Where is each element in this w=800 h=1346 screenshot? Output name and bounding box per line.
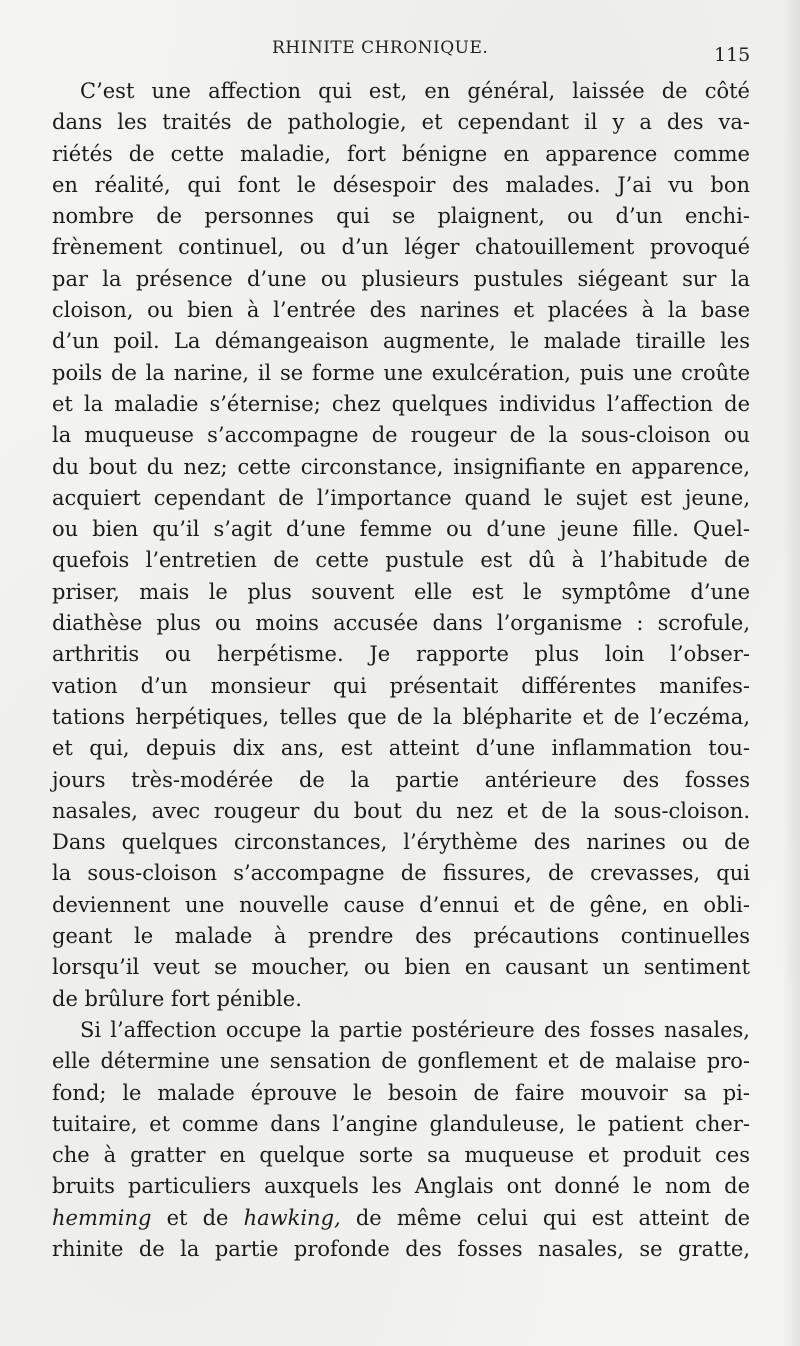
text-line: d’un poil. La démangeaison augmente, le malade tiraille les bbox=[52, 329, 750, 354]
text-line: Dans quelques circonstances, l’érythème des narines ou de bbox=[52, 830, 750, 855]
text-line: bruits particuliers auxquels les Anglais ont donné le nom de bbox=[52, 1174, 750, 1199]
page-number: 115 bbox=[714, 44, 751, 66]
text-line: la muqueuse s’accompagne de rougeur de la sous-cloison ou bbox=[52, 423, 750, 448]
text-line: frènement continuel, ou d’un léger chatouillement provoqué bbox=[52, 235, 750, 260]
text-line: C’est une affection qui est, en général, laissée de côté bbox=[80, 79, 750, 103]
text-line: diathèse plus ou moins accusée dans l’organisme : scrofule, bbox=[52, 611, 750, 636]
text-line: la sous-cloison s’accompagne de fissures, de crevasses, qui bbox=[52, 861, 750, 886]
text-line: deviennent une nouvelle cause d’ennui et de gêne, en obli- bbox=[52, 892, 750, 917]
text-line: dans les traités de pathologie, et cependant il y a des va- bbox=[52, 110, 750, 135]
text-line: et qui, depuis dix ans, est atteint d’une inflammation tou- bbox=[52, 736, 750, 761]
term-hemming: hemming bbox=[52, 1205, 152, 1230]
term-hawking: hawking, bbox=[243, 1205, 341, 1230]
text-line: de brûlure fort pénible. bbox=[52, 986, 302, 1011]
text-line: priser, mais le plus souvent elle est le symptôme d’une bbox=[52, 579, 750, 604]
running-head: RHINITE CHRONIQUE. bbox=[272, 38, 489, 58]
text-line: lorsqu’il veut se moucher, ou bien en causant un sentiment bbox=[52, 955, 750, 980]
text-line-38: rhinite de la partie profonde des fosses nasales, se gratte, bbox=[52, 1236, 750, 1261]
text-line: en réalité, qui font le désespoir des malades. J’ai vu bon bbox=[52, 172, 750, 197]
text-line: tuitaire, et comme dans l’angine glanduleuse, le patient cher- bbox=[52, 1111, 750, 1136]
text-line: par la présence d’une ou plusieurs pustules siégeant sur la bbox=[52, 266, 750, 291]
paragraph-1 bbox=[52, 76, 750, 1015]
text-line: du bout du nez; cette circonstance, insignifiante en apparence, bbox=[52, 454, 750, 479]
text-line: vation d’un monsieur qui présentait différentes manifes- bbox=[52, 673, 750, 698]
text-line: elle détermine une sensation de gonflement et de malaise pro- bbox=[52, 1049, 750, 1074]
text-line: ou bien qu’il s’agit d’une femme ou d’une jeune fille. Quel- bbox=[52, 517, 750, 542]
text-line: nombre de personnes qui se plaignent, ou d’un enchi- bbox=[52, 204, 750, 229]
body-text bbox=[52, 76, 750, 1265]
text-line: che à gratter en quelque sorte sa muqueuse et produit ces bbox=[52, 1143, 750, 1168]
text-line: nasales, avec rougeur du bout du nez et de la sous-cloison. bbox=[52, 798, 750, 823]
text-line: poils de la narine, il se forme une exulcération, puis une croûte bbox=[52, 360, 750, 385]
text-fragment: de même celui qui est atteint de bbox=[340, 1205, 750, 1230]
text-line: geant le malade à prendre des précautions continuelles bbox=[52, 924, 750, 949]
page-edge-shadow bbox=[782, 0, 800, 1346]
text-line: acquiert cependant de l’importance quand le sujet est jeune, bbox=[52, 485, 750, 510]
text-line-37 bbox=[52, 1203, 750, 1234]
text-line: quefois l’entretien de cette pustule est dû à l’habitude de bbox=[52, 548, 750, 573]
text-line: et la maladie s’éternise; chez quelques individus l’affection de bbox=[52, 391, 750, 416]
text-line: Si l’affection occupe la partie postérieure des fosses nasales, bbox=[80, 1017, 750, 1042]
text-line: cloison, ou bien à l’entrée des narines et placées à la base bbox=[52, 298, 750, 323]
text-line: tations herpétiques, telles que de la blépharite et de l’eczéma, bbox=[52, 704, 750, 729]
text-line: fond; le malade éprouve le besoin de faire mouvoir sa pi- bbox=[52, 1080, 750, 1105]
paragraph-2 bbox=[52, 1015, 750, 1265]
text-line: riétés de cette maladie, fort bénigne en apparence comme bbox=[52, 141, 750, 166]
text-line: jours très-modérée de la partie antérieure des fosses bbox=[52, 767, 750, 792]
text-fragment: et de bbox=[151, 1205, 244, 1230]
text-line: arthritis ou herpétisme. Je rapporte plus loin l’obser- bbox=[52, 642, 750, 667]
